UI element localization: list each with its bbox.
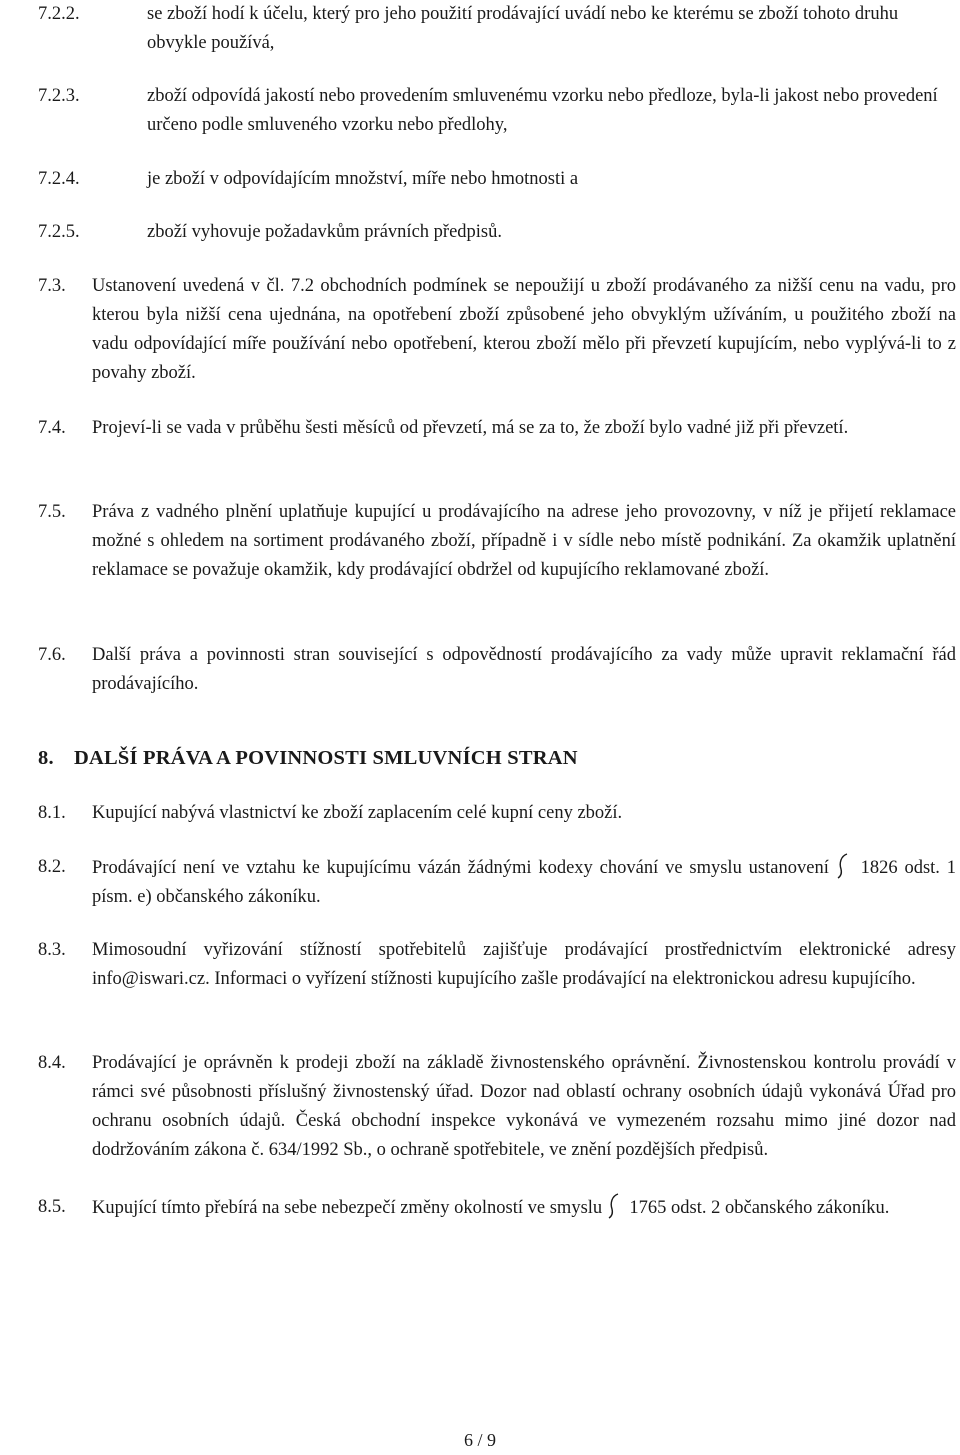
- clause-text: Projeví-li se vada v průběhu šesti měsíců od převzetí, má se za to, že zboží bylo vadné již při převzetí.: [92, 418, 849, 438]
- clause-text: zboží odpovídá jakostí nebo provedením smluvenému vzorku nebo předloze, byla-li jakost nebo provedení určeno podle smluveného vzorku nebo předlohy,: [147, 86, 938, 135]
- section-heading: [38, 744, 956, 773]
- clause-7-2-5: [38, 218, 956, 247]
- clause-text: Práva z vadného plnění uplatňuje kupující u prodávajícího na adrese jeho provozovny, v níž je přijetí reklamace možné s ohledem na sortiment prodávaného zboží, případně i v sídle nebo místě podnikání. Za okamžik uplatnění reklamace se považuje okamžik, kdy prodávající obdržel od kupujícího reklamované zboží.: [92, 502, 956, 580]
- clause-number: 8.2.: [38, 857, 66, 877]
- clause-7-2-4: [38, 165, 956, 194]
- clause-number: 8.5.: [38, 1197, 66, 1217]
- clause-number: 7.3.: [38, 276, 66, 296]
- clause-number: 8.3.: [38, 940, 66, 960]
- clause-8-4: [38, 1049, 956, 1165]
- clause-text-after: 1765 odst. 2 občanského zákoníku.: [629, 1198, 890, 1218]
- clause-text: Mimosoudní vyřizování stížností spotřebitelů zajišťuje prodávající prostřednictvím elektronické adresy info@iswari.cz. Informaci o vyřízení stížnosti kupujícího zašle prodávající na elektronickou adresu kupujícího.: [92, 940, 956, 989]
- clause-7-5: [38, 498, 956, 585]
- clause-text: zboží vyhovuje požadavkům právních předpisů.: [147, 222, 502, 242]
- clause-8-5: [38, 1193, 956, 1223]
- clause-text: je zboží v odpovídajícím množství, míře nebo hmotnosti a: [147, 169, 579, 189]
- clause-7-3: [38, 272, 956, 388]
- section-title: DALŠÍ PRÁVA A POVINNOSTI SMLUVNÍCH STRAN: [74, 747, 578, 769]
- clause-text: se zboží hodí k účelu, který pro jeho použití prodávající uvádí nebo ke kterému se zboží tohoto druhu obvykle používá,: [147, 4, 899, 53]
- section-sign-icon: [607, 1193, 625, 1223]
- clause-number: 7.2.3.: [38, 86, 80, 106]
- clause-text: Kupující nabývá vlastnictví ke zboží zaplacením celé kupní ceny zboží.: [92, 803, 623, 823]
- clause-8-2: [38, 853, 956, 912]
- clause-7-2-2: [38, 0, 956, 58]
- page-number: 6 / 9: [463, 1430, 496, 1450]
- clause-8-1: [38, 799, 956, 828]
- clause-number: 8.4.: [38, 1053, 66, 1073]
- clause-number: 8.1.: [38, 803, 66, 823]
- clause-number: 7.2.2.: [38, 4, 80, 24]
- section-number: 8.: [38, 747, 54, 769]
- clause-text-after: 1826 odst. 1 písm. e) občanského zákoníku.: [92, 858, 957, 907]
- clause-number: 7.6.: [38, 645, 66, 665]
- clause-text: Prodávající je oprávněn k prodeji zboží na základě živnostenského oprávnění. Živnostenskou kontrolu provádí v rámci své působnosti příslušný živnostenský úřad. Dozor nad oblastí ochrany osobních údajů vykonává Úřad pro ochranu osobních údajů. Česká obchodní inspekce vykonává ve vymezeném rozsahu mimo jiné dozor nad dodržováním zákona č. 634/1992 Sb., o ochraně spotřebitele, ve znění pozdějších předpisů.: [92, 1053, 956, 1160]
- clause-number: 7.4.: [38, 418, 66, 438]
- clause-text: [38, 853, 956, 912]
- clause-7-2-3: [38, 82, 956, 140]
- clause-text: Další práva a povinnosti stran související s odpovědností prodávajícího za vady může upravit reklamační řád prodávajícího.: [92, 645, 956, 694]
- clause-number: 7.2.4.: [38, 169, 80, 189]
- clause-number: 7.2.5.: [38, 222, 80, 242]
- clause-text-before: Kupující tímto přebírá na sebe nebezpečí změny okolností ve smyslu: [92, 1198, 603, 1218]
- clause-text-before: Prodávající není ve vztahu ke kupujícímu vázán žádnými kodexy chování ve smyslu ustanovení: [92, 858, 829, 878]
- clause-7-4: [38, 414, 956, 443]
- section-sign-icon: [836, 853, 854, 883]
- clause-text: Ustanovení uvedená v čl. 7.2 obchodních podmínek se nepoužijí u zboží prodávaného za nižší cenu na vadu, pro kterou byla nižší cena ujednána, na opotřebení zboží způsobené jeho obvyklým užíváním, u použitého zboží na vadu odpovídající míře používání nebo opotřebení, kterou zboží mělo při převzetí kupujícím, nebo vyplývá-li to z povahy zboží.: [92, 276, 956, 383]
- clause-8-3: [38, 936, 956, 994]
- clause-number: 7.5.: [38, 502, 66, 522]
- clause-text: [38, 1193, 956, 1223]
- clause-7-6: [38, 641, 956, 699]
